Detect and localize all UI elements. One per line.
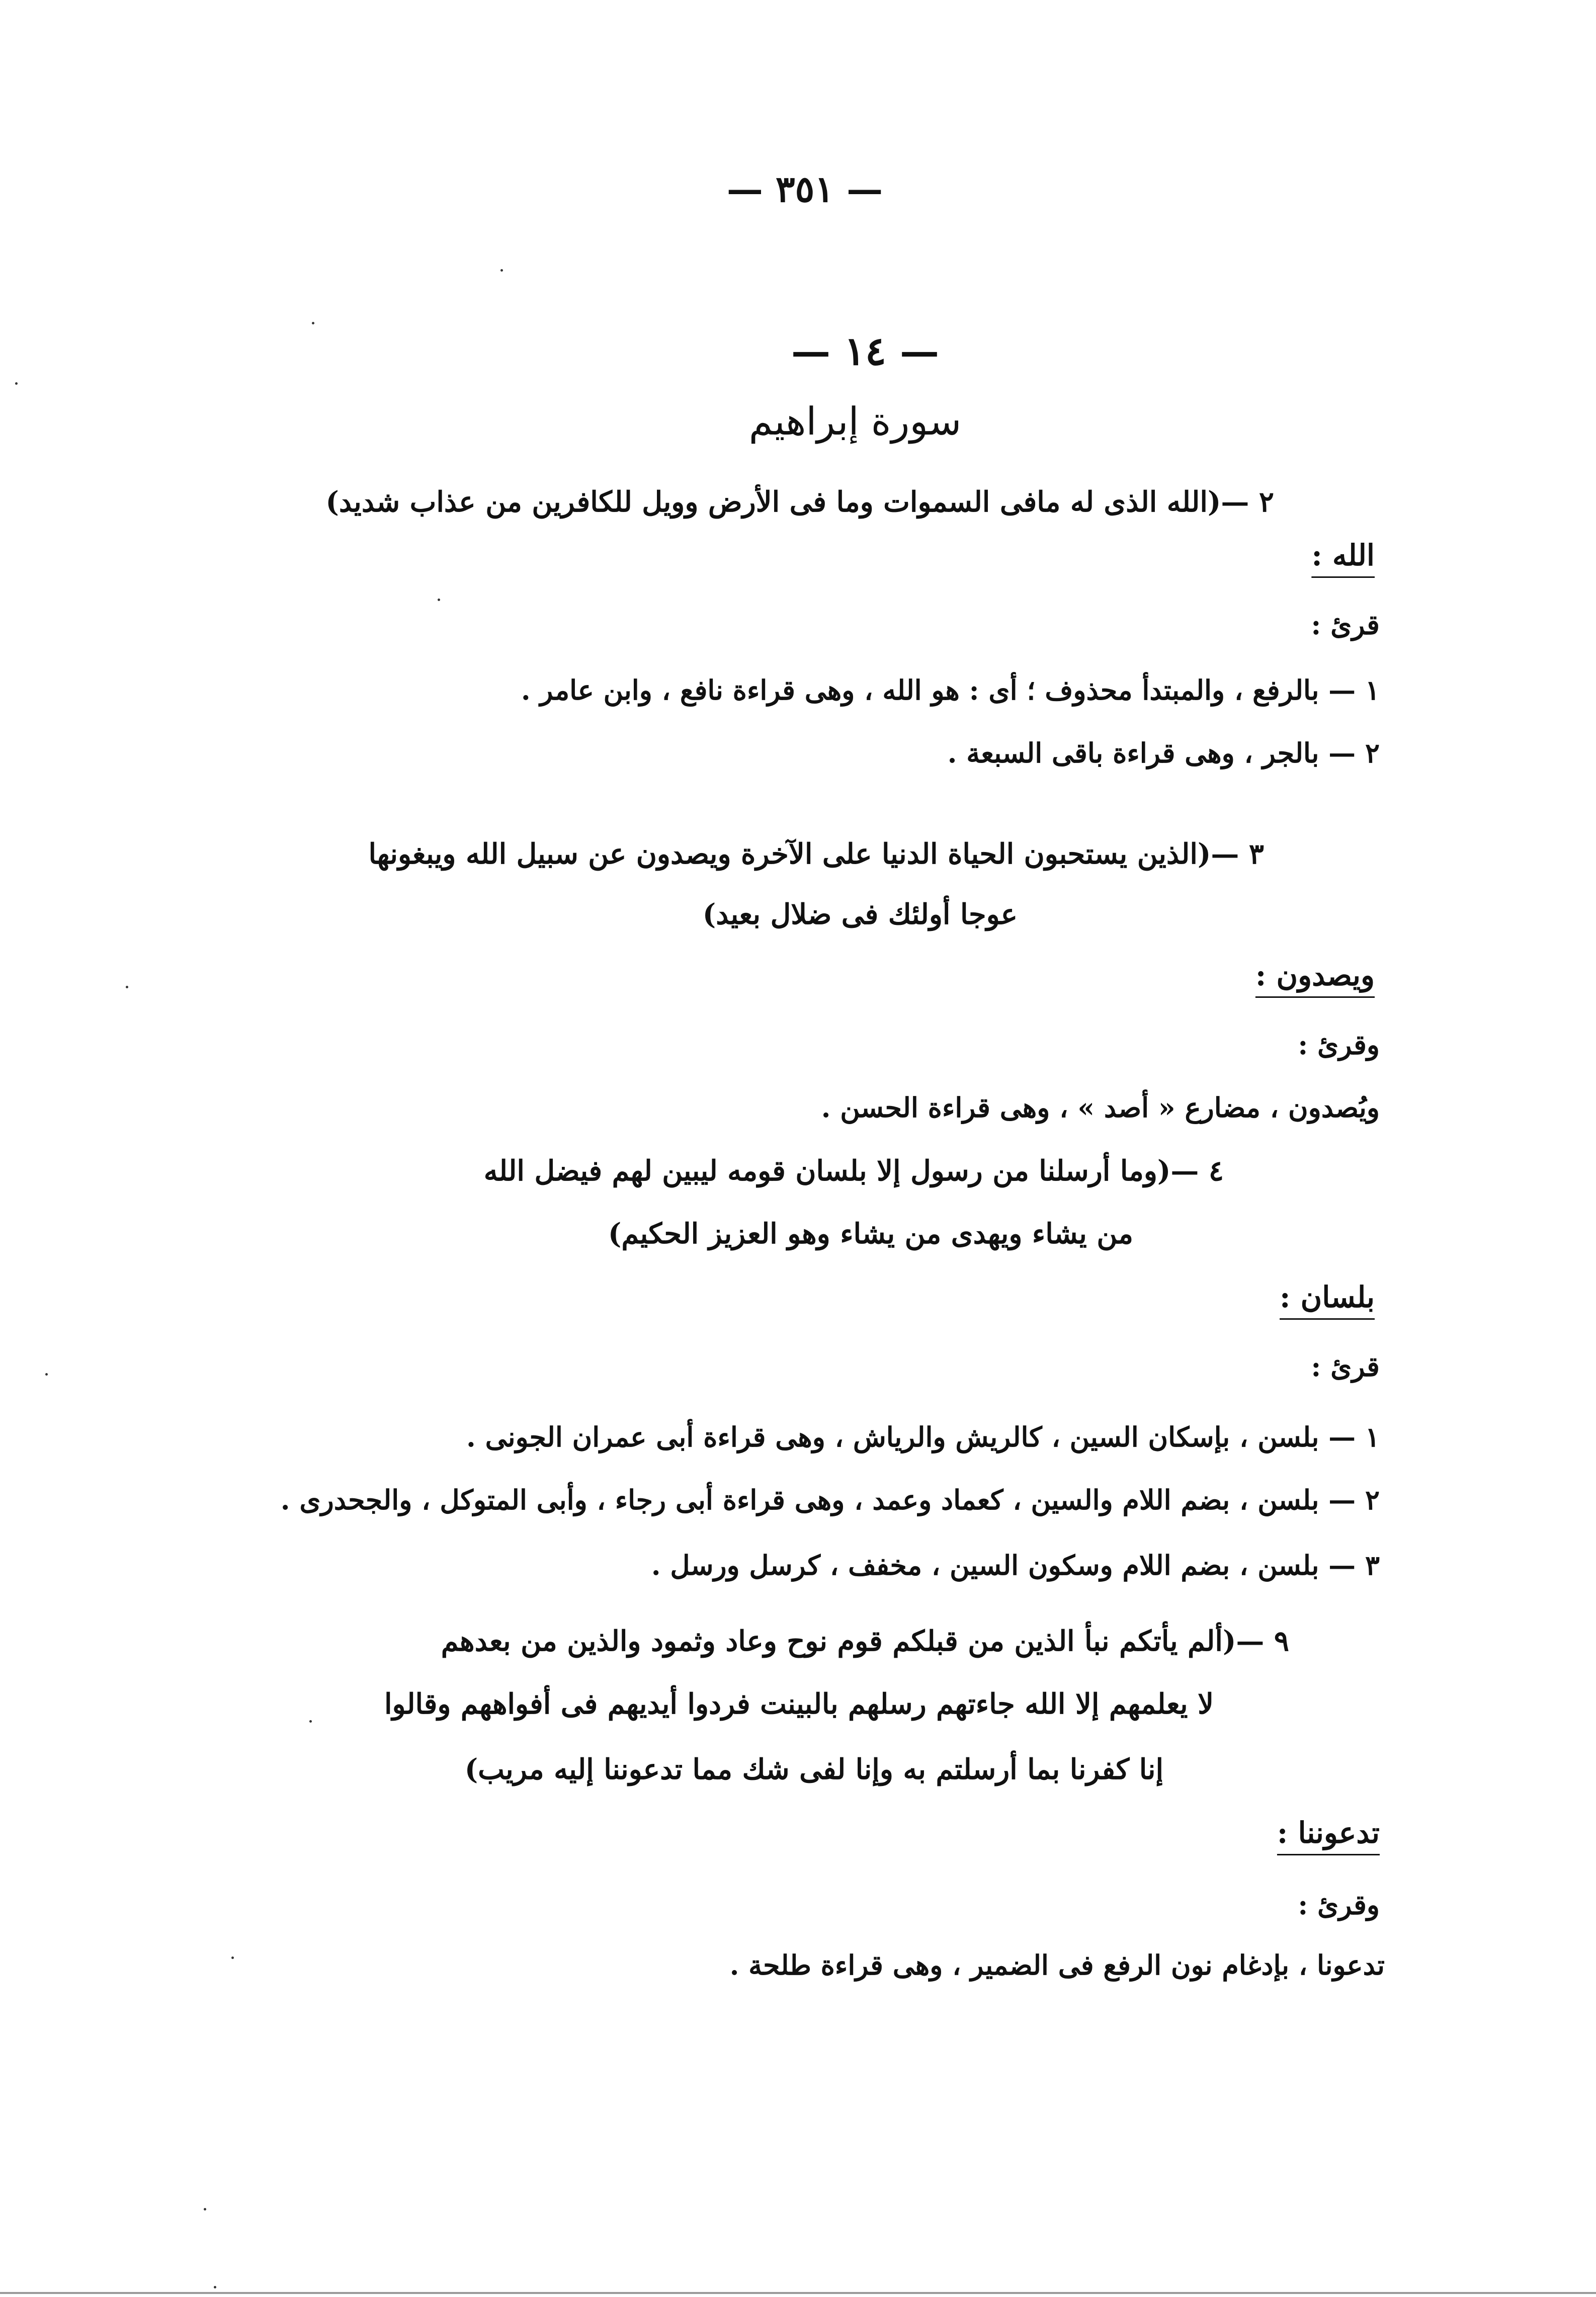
reading-item: ٣ — بلسن ، بضم اللام وسكون السين ، مخفف ، كرسل ورسل . <box>651 1549 1380 1581</box>
qira-label: وقرئ : <box>1298 1029 1380 1061</box>
scan-speck <box>309 1720 312 1723</box>
keyword-tadunana: تدعوننا : <box>1277 1816 1380 1850</box>
scan-speck <box>438 599 440 601</box>
qira-label: وقرئ : <box>1298 1889 1380 1921</box>
scan-speck <box>312 322 314 324</box>
reading-item: ٢ — بلسن ، بضم اللام والسين ، كعماد وعمد ، وهى قراءة أبى رجاء ، وأبى المتوكل ، والجحدرى . <box>280 1484 1380 1516</box>
scan-speck <box>45 1373 48 1376</box>
reading-item: ١ — بلسن ، بإسكان السين ، كالريش والرياش ، وهى قراءة أبى عمران الجونى . <box>466 1421 1380 1453</box>
reading-item: ٢ — بالجر ، وهى قراءة باقى السبعة . <box>947 737 1380 769</box>
scan-speck <box>231 1956 234 1959</box>
scan-bottom-edge <box>0 2292 1596 2294</box>
reading-item: ١ — بالرفع ، والمبتدأ محذوف ؛ أى : هو الله ، وهى قراءة نافع ، وابن عامر . <box>521 674 1380 706</box>
verse-9-line-1: ٩ —(ألم يأتكم نبأ الذين من قبلكم قوم نوح وعاد وثمود والذين من بعدهم <box>441 1625 1289 1658</box>
scan-speck <box>204 2208 206 2210</box>
keyword-bilisan: بلسان : <box>1280 1280 1375 1314</box>
surah-title: سورة إبراهيم <box>748 399 962 444</box>
verse-9-line-2: لا يعلمهم إلا الله جاءتهم رسلهم بالبينت فردوا أيديهم فى أفواههم وقالوا <box>384 1687 1214 1721</box>
verse-4-line-1: ٤ —(وما أرسلنا من رسول إلا بلسان قومه ليبين لهم فيضل الله <box>483 1154 1224 1187</box>
keyword-yasuddun: ويصدون : <box>1255 958 1375 992</box>
keyword-allah: الله : <box>1311 538 1375 572</box>
scan-speck <box>500 269 503 272</box>
verse-2-line-1: ٢ —(الله الذى له مافى السموات وما فى الأرض وويل للكافرين من عذاب شديد) <box>325 485 1274 519</box>
scan-speck <box>214 2286 216 2288</box>
chapter-number: — ١٤ — <box>791 328 940 374</box>
verse-4-line-2: من يشاء ويهدى من يشاء وهو العزيز الحكيم) <box>608 1217 1133 1250</box>
reading-item: تدعونا ، بإدغام نون الرفع فى الضمير ، وهى قراءة طلحة . <box>729 1949 1385 1981</box>
qira-label: قرئ : <box>1311 609 1380 641</box>
verse-3-line-2: عوجا أولئك فى ضلال بعيد) <box>702 898 1018 931</box>
scan-speck <box>15 382 18 385</box>
verse-9-line-3: إنا كفرنا بما أرسلتم به وإنا لفى شك مما تدعوننا إليه مريب) <box>464 1753 1163 1786</box>
reading-item: ويُصدون ، مضارع « أصد » ، وهى قراءة الحسن . <box>821 1091 1380 1124</box>
page-number: — ٣٥١ — <box>726 167 883 210</box>
scan-speck <box>126 986 128 988</box>
verse-3-line-1: ٣ —(الذين يستحبون الحياة الدنيا على الآخرة ويصدون عن سبيل الله ويبغونها <box>368 837 1264 871</box>
qira-label: قرئ : <box>1311 1350 1380 1383</box>
